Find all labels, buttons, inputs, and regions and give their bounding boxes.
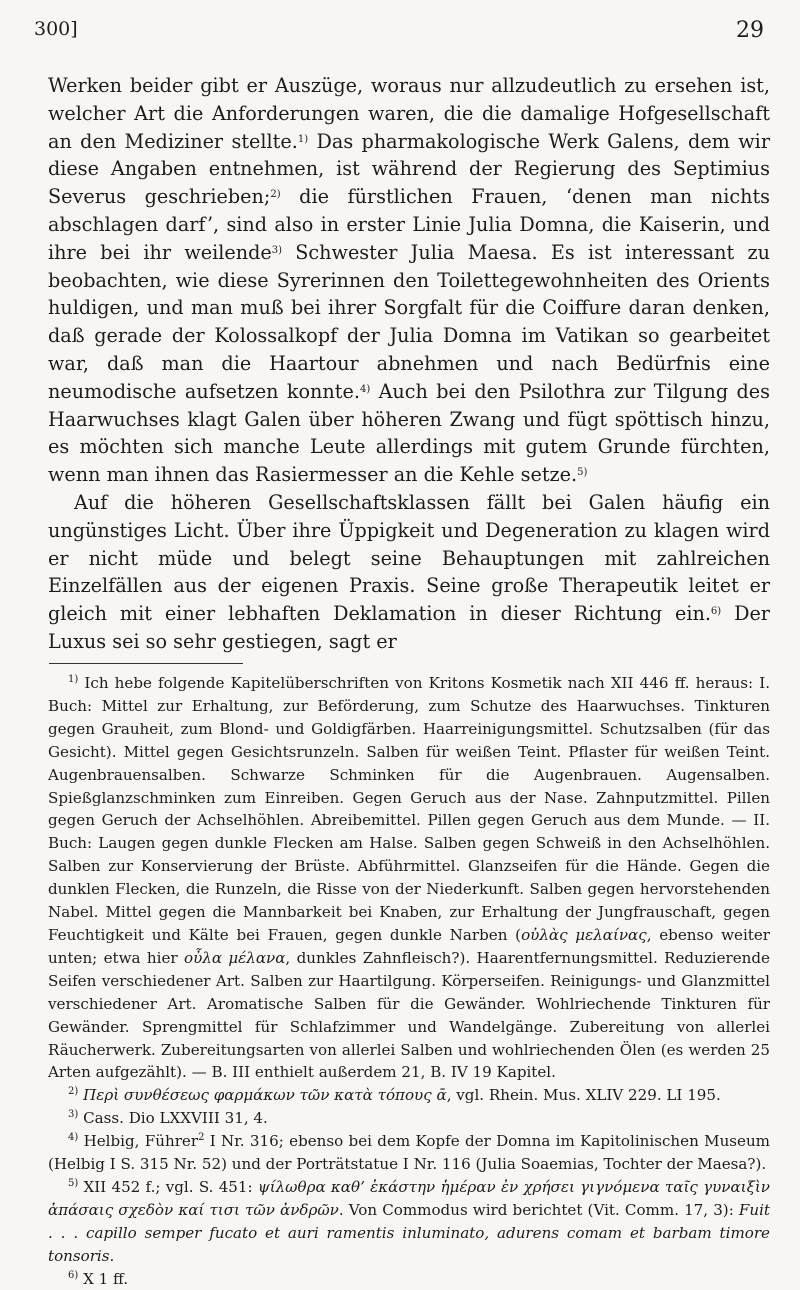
footnote-marker: 4)	[68, 1132, 79, 1144]
footnote-ref: 6)	[710, 606, 722, 618]
paragraph	[48, 72, 770, 489]
footnote-marker: 2)	[68, 1086, 79, 1098]
text-run: I Nr. 316; ebenso bei dem Kopfe der Domna im Kapitolinischen Museum (Helbig I S. 315 Nr. 52) und der Porträtstatue I Nr. 116 (Julia Soaemias, Tochter der Maesa?).	[48, 1132, 770, 1174]
text-run: Schwester Julia Maesa. Es ist interessant zu beobachten, wie diese Syrerinnen den Toilettegewohnheiten des Orients huldigen, und man muß bei ihrer Sorgfalt für die Coiffure daran denken, daß gerade der Kolossalkopf der Julia Domna im Vatikan so gearbeitet war, daß man die Haartour abnehmen und nach Bedürfnis eine neumodische aufsetzen konnte.	[48, 240, 770, 403]
footnote-ref: 2)	[270, 189, 281, 201]
footnote-5	[48, 1176, 770, 1268]
text-run: die fürstlichen Frauen, ‘denen man nichts abschlagen darf’, sind also in erster Linie Julia Domna, die Kaiserin, und ihre bei ihr weilende	[48, 185, 770, 264]
footnote-4	[48, 1130, 770, 1176]
footnote-marker: 3)	[68, 1109, 79, 1121]
page-header	[34, 18, 766, 48]
text-run: Auf die höheren Gesellschaftsklassen fällt bei Galen häufig ein ungünstiges Licht. Über ihre Üppigkeit und Degeneration zu klagen wird er nicht müde und belegt seine Behauptungen mit zahlreichen Einzelfällen aus der eigenen Praxis. Seine große Therapeutik leitet er gleich mit einer lebhaften Deklamation in dieser Richtung ein.	[48, 490, 770, 626]
text-run: , ebenso weiter unten; etwa hier	[48, 925, 770, 967]
page-reference: 300]	[34, 18, 78, 40]
footnotes	[48, 672, 770, 1290]
main-text	[48, 72, 770, 656]
footnote-3	[48, 1107, 770, 1130]
footnote-ref: 5)	[577, 467, 588, 479]
greek-text: ψίλωθρα καθ’ ἑκάστην ἡμέραν ἐν χρήσει γιγνόμενα ταῖς γυναιξὶν ἁπάσαις σχεδὸν καί τισι τῶν ἀνδρῶν	[48, 1177, 770, 1219]
footnote-marker: 5)	[68, 1177, 79, 1189]
text-run: , vgl. Rhein. Mus. XLIV 229. LI 195.	[446, 1086, 721, 1105]
footnote-2	[48, 1084, 770, 1107]
text-run: Das pharmakologische Werk Galens, dem wir diese Angaben entnehmen, ist während der Regierung des Septimius Severus geschrieben;	[48, 129, 770, 209]
text-run: Werken beider gibt er Auszüge, woraus nur allzudeutlich zu ersehen ist, welcher Art die Anforderungen waren, die die damalige Hofgesellschaft an den Mediziner stellte.	[48, 74, 770, 153]
text-run: Cass. Dio LXXVIII 31, 4.	[78, 1109, 268, 1128]
footnote-6	[48, 1268, 770, 1290]
footnote-ref: 1)	[297, 133, 309, 145]
text-run: . Von Commodus wird berichtet (Vit. Comm. 17, 3):	[338, 1200, 739, 1219]
text-run: X 1 ff.	[78, 1269, 128, 1288]
page-number: 29	[736, 18, 764, 43]
edition-superscript: 2	[198, 1132, 205, 1144]
text-run: Ich hebe folgende Kapitelüberschriften von Kritons Kosmetik nach XII 446 ff. heraus: I. Buch: Mittel zur Erhaltung, zur Beförderung, zum Schutze des Haarwuchses. Tinkturen gegen Grauheit, zum Blond- und Goldigfärben. Haarreinigungsmittel. Schutzsalben (für das Gesicht). Mittel gegen Gesichtsrunzeln. Salben für weißen Teint. Pflaster für weißen Teint. Augenbrauensalben. Schwarze Schminken für die Augenbrauen. Augensalben. Spießglanzschminken zum Einreiben. Gegen Geruch aus der Nase. Zahnputzmittel. Pillen gegen Geruch der Achselhöhlen. Abreibemittel. Pillen gegen Geruch aus dem Munde. — II. Buch: Laugen gegen dunkle Flecken am Halse. Salben gegen Schweiß in den Achselhöhlen. Salben zur Konservierung der Brüste. Abführmittel. Glanzseifen für die Hände. Gegen die dunklen Flecken, die Runzeln, die Risse von der Niederkunft. Salben gegen hervorstehenden Nabel. Mittel gegen die Mannbarkeit bei Knaben, zur Erhaltung der Jungfrauschaft, gegen Feuchtigkeit und Kälte bei Frauen, gegen dunkle Narben (	[48, 674, 770, 944]
text-run: Der Luxus sei so sehr gestiegen, sagt er	[48, 602, 770, 653]
greek-text: οὐλὰς μελαίνας	[521, 925, 647, 944]
text-run: , dunkles Zahnfleisch?). Haarentfernungsmittel. Reduzierende Seifen verschiedener Art. Salben zur Haartilgung. Körperseifen. Reinigungs- und Glanzmittel verschiedener Art. Aromatische Salben für die Gewänder. Wohlriechende Tinkturen für Gewänder. Sprengmittel für Schlafzimmer und Wandelgänge. Zubereitung von allerlei Räucherwerk. Zubereitungsarten von allerlei Salben und wohlriechenden Ölen (es werden 25 Arten aufgezählt). — B. III enthielt außerdem 21, B. IV 19 Kapitel.	[48, 948, 770, 1082]
footnote-1	[48, 672, 770, 1084]
text-run: Auch bei den Psilothra zur Tilgung des Haarwuchses klagt Galen über höheren Zwang und fügt spöttisch hinzu, es möchten sich manche Leute allerdings mit gutem Grunde fürchten, wenn man ihnen das Rasiermesser an die Kehle setze.	[48, 379, 770, 487]
footnote-marker: 6)	[68, 1269, 79, 1281]
footnote-divider	[49, 663, 243, 664]
footnote-ref: 4)	[359, 383, 371, 395]
greek-text: Περὶ συνθέσεως φαρμάκων τῶν κατὰ τόπους ᾱ	[83, 1086, 447, 1105]
paragraph	[48, 489, 770, 656]
latin-quote: Fuit . . . capillo semper fucato et auri ramentis inluminato, adurens comam et barbam timore tonsoris.	[48, 1200, 770, 1265]
text-run: Helbig, Führer	[78, 1132, 199, 1151]
text-run: XII 452 f.; vgl. S. 451:	[78, 1177, 258, 1196]
greek-text: οὖλα μέλανα	[183, 948, 286, 967]
footnote-ref: 3)	[271, 244, 282, 256]
footnote-marker: 1)	[68, 674, 79, 685]
